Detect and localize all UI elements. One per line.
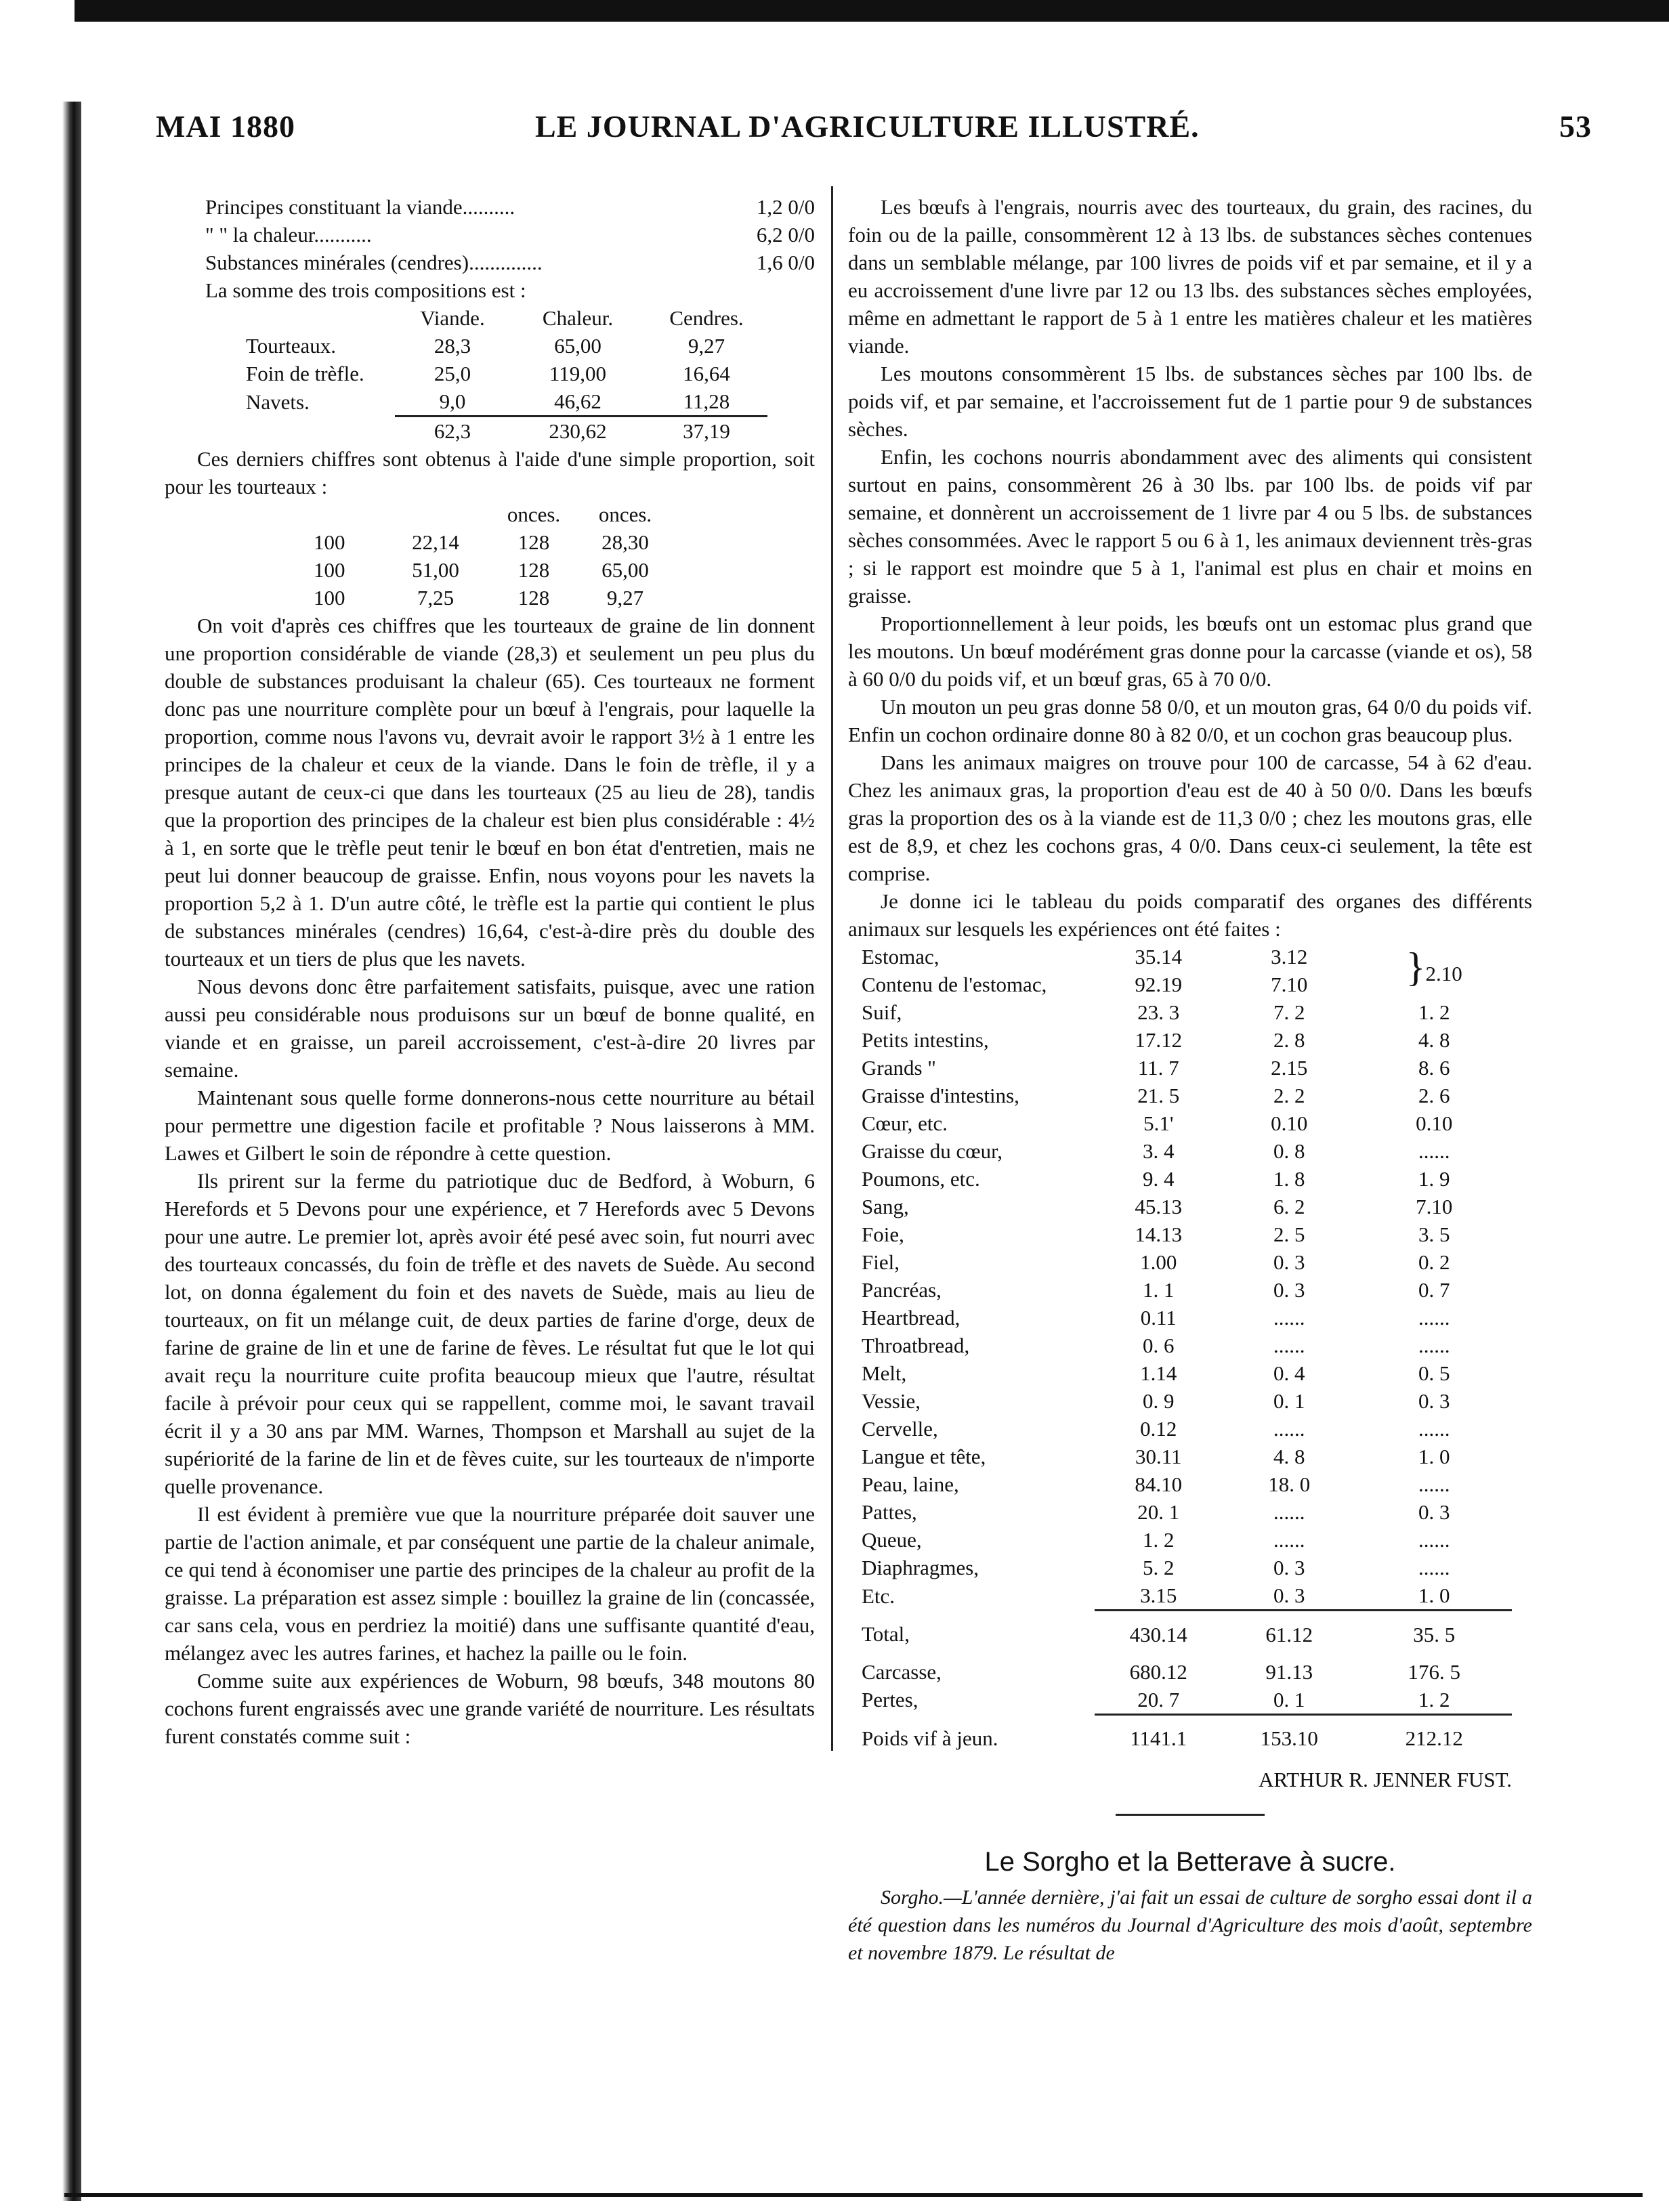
body-paragraph: Les moutons consommèrent 15 lbs. de substances sèches par 100 lbs. de poids vif, et par semaine, et l'accroissement fut de 1 partie pour 9 de substances sèches. [848,362,1532,441]
organ-value: 0. 9 [1143,1389,1175,1413]
table-cell: 100 [314,530,345,554]
body-paragraph: Enfin, les cochons nourris abondamment avec des aliments qui consistent surtout en pains, consommèrent 26 à 30 lbs. par 100 lbs. de poids vif par semaine, et donnèrent un accroissement de 1 livre par 4 ou 5 lbs. de substances sèches consommées. Avec le rapport 5 ou 6 à 1, les animaux deviennent très-gras ; si le rapport est moindre que 5 à 1, l'animal est plus en chair et moins en graisse. [848,445,1532,608]
principe-value: 1,6 0/0 [756,251,815,274]
organ-value: 7.10 [1416,1195,1453,1218]
col-header: Chaleur. [542,306,614,330]
organ-name: Estomac, [862,945,939,969]
organ-value: 176. 5 [1408,1659,1460,1684]
organ-value: 212.12 [1356,1714,1512,1762]
principe-value: 6,2 0/0 [756,223,815,247]
organ-name: Graisse du cœur, [862,1139,1002,1163]
table-row [862,1193,1512,1220]
organ-value: 2. 5 [1273,1222,1305,1246]
organ-value: 0. 3 [1418,1500,1450,1524]
table-row [862,1554,1512,1581]
table-row [862,1137,1512,1165]
organ-value: 0.10 [1271,1111,1308,1135]
organ-value: 1. 2 [1418,1687,1450,1711]
organ-value: 3.12 [1271,945,1308,969]
organ-value: 3.15 [1140,1583,1177,1607]
col-header: onces. [507,503,561,526]
table-cell: 11,28 [683,389,730,413]
col-header: Viande. [420,306,485,330]
body-paragraph: Dans les animaux maigres on trouve pour 100 de carcasse, 54 à 62 d'eau. Chez les animaux gras, la proportion d'eau est de 40 à 50 0/0. Dans les bœufs gras la proportion des os à la viande est de 11,3 0/0 ; chez les moutons gras, elle est de 8,9, et chez les cochons gras, 4 0/0. Dans ceux-ci seulement, la tête est comprise. [848,750,1532,885]
total-cell: 37,19 [646,417,767,446]
col-header [381,501,490,528]
table-row [862,1658,1512,1686]
organ-value: 0. 1 [1273,1389,1305,1413]
col-header [246,304,395,332]
organ-value: 153.10 [1222,1714,1356,1762]
organ-value: 0. 5 [1418,1361,1450,1385]
organ-value: 4. 8 [1273,1445,1305,1468]
table-cell: 128 [517,558,550,582]
organ-name: Etc. [862,1583,895,1608]
table-cell: 28,3 [434,334,471,358]
right-column [848,193,1532,1967]
organ-value: 4. 8 [1418,1028,1450,1052]
table-row [862,1304,1512,1332]
organ-value: 0. 7 [1418,1278,1450,1302]
organ-value: 45.13 [1135,1195,1183,1218]
table-cell: Tourteaux. [246,334,336,358]
body-paragraph: Un mouton un peu gras donne 58 0/0, et un mouton gras, 64 0/0 du poids vif. Enfin un cochon ordinaire donne 80 à 82 0/0, et un cochon gras beaucoup plus. [848,695,1532,746]
page-header [156,108,1592,156]
table-cell: 128 [517,586,550,610]
table-row [862,1026,1512,1054]
organ-name: Pertes, [862,1688,918,1712]
table-row [862,1359,1512,1387]
table-row [246,360,767,387]
organ-value: 20. 7 [1137,1687,1180,1711]
organ-name: Poids vif à jeun. [862,1726,998,1750]
organ-value: ...... [1418,1334,1450,1357]
organ-value: 0. 4 [1273,1361,1305,1385]
organ-name: Pancréas, [862,1278,942,1302]
table-cell: Navets. [246,389,310,414]
organ-value: ...... [1273,1334,1305,1357]
table-row [862,1332,1512,1359]
table-row [862,1470,1512,1498]
article-lead [848,1884,1532,1967]
organ-value: 0. 3 [1418,1389,1450,1413]
table-row [862,1498,1512,1526]
table-row [862,1611,1512,1658]
organ-value: 30.11 [1135,1445,1182,1468]
body-paragraph: Maintenant sous quelle forme donnerons-nous cette nourriture au bétail pour permettre une digestion facile et profitable ? Nous laisserons à MM. Lawes et Gilbert le soin de répondre à cette question. [165,1086,815,1165]
organ-name: Contenu de l'estomac, [862,973,1047,996]
table-row [862,1581,1512,1611]
organ-value: ...... [1273,1417,1305,1441]
left-column [165,193,815,1750]
organ-value: 1.14 [1140,1361,1177,1385]
organ-value: 1. 0 [1418,1445,1450,1468]
organ-value: 5. 2 [1143,1556,1175,1579]
organ-value: 35. 5 [1356,1611,1512,1658]
table-cell: 100 [314,558,345,582]
organ-value: 0. 3 [1273,1583,1305,1607]
article-lead-text: —L'année dernière, j'ai fait un essai de culture de sorgho essai dont il a été question dans les numéros du Journal d'Agriculture des mois d'août, septembre et novembre 1879. Le résultat de [848,1886,1532,1964]
table-cell: 25,0 [434,362,471,385]
page-gutter-shadow [62,102,81,2201]
bottom-rule [64,2193,1643,2197]
composition-table [246,304,767,445]
principe-label: Principes constituant la viande.......... [205,195,515,219]
organ-value: ...... [1418,1139,1450,1163]
table-cell: 9,0 [439,389,466,413]
proportion-intro: Ces derniers chiffres sont obtenus à l'aide d'une simple proportion, soit pour les tourteaux : [165,447,815,498]
col-header: Cendres. [669,306,744,330]
table-row [862,1165,1512,1193]
organ-value: 35.14 [1135,945,1183,969]
table-cell: 119,00 [549,362,607,385]
table-row [862,1054,1512,1082]
body-paragraph: On voit d'après ces chiffres que les tourteaux de graine de lin donnent une proportion considérable de viande (28,3) et seulement un peu plus du double de substances produisant la chaleur (65). Ces tourteaux ne forment donc pas une nourriture complète pour un bœuf à l'engrais, pour laquelle la proportion, comme nous l'avons vu, devrait avoir le rapport 3½ à 1 entre les principes de la chaleur et ceux de la viande. Dans le foin de trèfle, il y a presque autant de ceux-ci que dans les tourteaux (25 au lieu de 28), tandis que la proportion des principes de la chaleur est bien plus considérable : 4½ à 1, en sorte que le trèfle peut tenir le bœuf en bon état d'entretien, mais ne peut lui donner beaucoup de graisse. Enfin, nous voyons pour les navets la proportion 5,2 à 1. D'un autre côté, le trèfle est la partie qui contient le plus de substances minérales (cendres) 16,64, c'est-à-dire près du double des tourteaux et un tiers de plus que les navets. [165,614,815,971]
author-signature: ARTHUR R. JENNER FUST. [1259,1768,1512,1791]
organ-value: 91.13 [1265,1659,1313,1684]
organ-name: Throatbread, [862,1334,970,1357]
table-row [862,943,1512,971]
body-paragraph: Comme suite aux expériences de Woburn, 98 bœufs, 348 moutons 80 cochons furent engraissés avec une grande variété de nourriture. Les résultats furent constatés comme suit : [165,1669,815,1748]
organ-name: Petits intestins, [862,1028,989,1052]
organ-value: 680.12 [1129,1659,1187,1684]
table-cell: 28,30 [601,530,649,554]
organ-name: Queue, [862,1528,922,1552]
table-row [314,556,673,584]
organ-value: 84.10 [1135,1472,1183,1496]
organ-value: 3. 4 [1143,1139,1175,1163]
organ-value: 0. 3 [1273,1556,1305,1579]
organ-value: 92.19 [1135,973,1183,996]
table-cell: 65,00 [601,558,649,582]
table-header-row [246,304,767,332]
organ-value: ...... [1418,1472,1450,1496]
table-cell: 7,25 [417,586,455,610]
organ-value: 1. 2 [1418,1000,1450,1024]
organ-name: Suif, [862,1000,902,1024]
organ-name: Sang, [862,1195,909,1218]
organ-value: 1. 2 [1143,1528,1175,1552]
table-row [862,998,1512,1026]
organ-value: 1.00 [1140,1250,1177,1274]
table-row [862,1415,1512,1443]
table-cell: 22,14 [412,530,459,554]
organ-name: Heartbread, [862,1306,960,1330]
organ-value: 0.12 [1140,1417,1177,1441]
organ-value: 1. 1 [1143,1278,1175,1302]
table-row [205,193,815,221]
organ-value: 2. 6 [1418,1084,1450,1107]
organ-name: Graisse d'intestins, [862,1084,1019,1107]
table-row [862,1443,1512,1470]
table-row [314,528,673,556]
organ-value: 1141.1 [1095,1714,1222,1762]
table-cell: 9,27 [606,586,644,610]
body-paragraph: Proportionnellement à leur poids, les bœufs ont un estomac plus grand que les moutons. Un bœuf modérément gras donne pour la carcasse (viande et os), 58 à 60 0/0 du poids vif, et un bœuf gras, 65 à 70 0/0. [848,612,1532,691]
organ-value: 5.1' [1143,1111,1174,1135]
organ-value: 2. 2 [1273,1084,1305,1107]
header-page-number: 53 [1559,109,1592,144]
brace-number: 2.10 [1425,962,1462,985]
organ-name: Cœur, etc. [862,1111,948,1135]
table-row [862,1526,1512,1554]
organ-value: 430.14 [1095,1611,1222,1658]
organ-value: 0. 1 [1273,1687,1305,1711]
organ-value: ...... [1418,1306,1450,1330]
table-cell: 65,00 [554,334,601,358]
table-cell: 16,64 [683,362,730,385]
organ-name: Diaphragmes, [862,1556,979,1579]
table-cell [246,417,395,446]
article-title: Le Sorgho et la Betterave à sucre. [984,1847,1396,1877]
organ-name: Vessie, [862,1389,921,1413]
organ-value: 2. 8 [1273,1028,1305,1052]
table-cell: 51,00 [412,558,459,582]
header-journal-title: LE JOURNAL D'AGRICULTURE ILLUSTRÉ. [535,109,1200,144]
organ-value: 3. 5 [1418,1222,1450,1246]
organ-value: 0. 3 [1273,1250,1305,1274]
table-row [862,1248,1512,1276]
table-cell: 128 [517,530,550,554]
organ-value: 2.15 [1271,1056,1308,1080]
organ-name: Carcasse, [862,1659,942,1684]
organ-value: 0. 8 [1273,1139,1305,1163]
organ-value: 9. 4 [1143,1167,1175,1191]
table-row [205,221,815,249]
total-cell: 62,3 [395,417,510,446]
table-cell: 9,27 [688,334,725,358]
organ-value: 0. 6 [1143,1334,1175,1357]
organ-name: Langue et tête, [862,1445,986,1468]
organ-value: 14.13 [1135,1222,1183,1246]
organ-value: 61.12 [1222,1611,1356,1658]
table-row [246,332,767,360]
total-cell: 230,62 [510,417,646,446]
organ-value: ...... [1418,1556,1450,1579]
organ-value: 0. 3 [1273,1278,1305,1302]
organ-value: 23. 3 [1137,1000,1180,1024]
table-cell: Foin de trèfle. [246,362,364,385]
top-scan-bar [75,0,1669,22]
organ-value: 1. 0 [1418,1583,1450,1607]
table-row [205,249,815,276]
organ-value: ...... [1418,1528,1450,1552]
organ-value: ...... [1273,1500,1305,1524]
organ-value: 18. 0 [1268,1472,1311,1496]
organ-value: 7. 2 [1273,1000,1305,1024]
body-paragraph: Il est évident à première vue que la nourriture préparée doit sauver une partie de l'action animale, et par conséquent une partie de la chaleur animale, ce qui tend à économiser une partie des principes de la chaleur au profit de la graisse. La préparation est assez simple : bouillez la graine de lin (concassée, car sans cela, vous en perdriez la moitié) dans une suffisante quantité d'eau, mélangez avec les autres farines, et hachez la paille ou le foin. [165,1502,815,1665]
table-row [862,1082,1512,1109]
table-row [862,1387,1512,1415]
table-header-row [314,501,673,528]
table-row [246,387,767,417]
organ-value: ...... [1418,1417,1450,1441]
organ-value: ...... [1273,1306,1305,1330]
organ-name: Total, [862,1622,910,1646]
organ-value: 8. 6 [1418,1056,1450,1080]
body-paragraph: Je donne ici le tableau du poids comparatif des organes des différents animaux sur lesquels les expériences ont été faites : [848,889,1532,941]
column-divider [831,186,833,1751]
table-cell: 100 [314,586,345,610]
organ-value: 1. 9 [1418,1167,1450,1191]
organ-name: Grands " [862,1056,936,1080]
table-row [862,1109,1512,1137]
principe-value: 1,2 0/0 [756,195,815,219]
col-header: onces. [598,503,652,526]
organ-name: Foie, [862,1222,904,1246]
organ-value: 1. 8 [1273,1167,1305,1191]
table-row [862,1276,1512,1304]
organ-name: Melt, [862,1361,907,1385]
organ-name: Pattes, [862,1500,917,1524]
proportion-table [314,501,673,612]
organ-name: Peau, laine, [862,1472,959,1496]
table-row [314,584,673,612]
organ-weights-table [862,943,1512,1762]
table-row [862,1714,1512,1762]
organ-name: Poumons, etc. [862,1167,980,1191]
col-header [314,501,381,528]
organ-value: 21. 5 [1137,1084,1180,1107]
section-divider [1116,1814,1265,1816]
organ-value: 11. 7 [1137,1056,1179,1080]
somme-intro: La somme des trois compositions est : [205,278,526,302]
principe-label: " " la chaleur........... [205,223,372,247]
article-lead-label: Sorgho. [881,1886,944,1909]
organ-value: 7.10 [1271,973,1308,996]
organ-value: 20. 1 [1137,1500,1180,1524]
organ-value: 6. 2 [1273,1195,1305,1218]
body-paragraph: Les bœufs à l'engrais, nourris avec des tourteaux, du grain, des racines, du foin ou de la paille, consommèrent 12 à 13 lbs. de substances sèches contenues dans un semblable mélange, par 100 livres de poids vif et par semaine, et il y a eu accroissement d'une livre par 12 ou 13 lbs. des substances sèches employées, même en admettant le rapport de 5 à 1 entre les matières chaleur et les matières viande. [848,195,1532,358]
body-paragraph: Ils prirent sur la ferme du patriotique duc de Bedford, à Woburn, 6 Herefords et 5 Devons pour une expérience, et 7 Herefords avec 5 Devons pour une autre. Le premier lot, après avoir été pesé avec soin, fut nourri avec des tourteaux concassés, du foin de trèfle et des navets de Suède. Au second lot, on donna également du foin et des navets de Suède, mais au lieu de tourteaux, on fit un mélange cuit, de deux parties de farine d'orge, deux de farine de graine de lin et une de farine de fèves. Le résultat fut que le lot qui avait reçu la nourriture cuite profita beaucoup mieux que l'autre, résultat facile à prévoir pour ceux qui se rappellent, comme moi, le savant travail écrit il y a 30 ans par MM. Warnes, Thompson et Marshall au sujet de la supériorité de la farine de lin et de fèves cuite, sur les tourteaux de n'importe quelle provenance. [165,1169,815,1498]
organ-name: Cervelle, [862,1417,938,1441]
table-cell: 46,62 [554,389,601,413]
organ-value: ...... [1273,1528,1305,1552]
organ-value: 0. 2 [1418,1250,1450,1274]
table-total-row [246,417,767,446]
organ-name: Fiel, [862,1250,900,1274]
organ-value: 17.12 [1135,1028,1183,1052]
organ-value: 0.10 [1416,1111,1453,1135]
organ-value: 0.11 [1140,1306,1177,1330]
brace-value [1356,943,1512,998]
body-paragraph: Nous devons donc être parfaitement satisfaits, puisque, avec une ration aussi peu considérable nous produisons sur un bœuf de bonne qualité, en viande et en graisse, un pareil accroissement, c'est-à-dire 20 livres par semaine. [165,975,815,1082]
principes-table [205,193,815,276]
header-date: MAI 1880 [156,109,296,144]
principe-label: Substances minérales (cendres).............. [205,251,543,274]
table-row [862,1686,1512,1715]
brace-icon: } [1406,945,1426,990]
table-row [862,1220,1512,1248]
